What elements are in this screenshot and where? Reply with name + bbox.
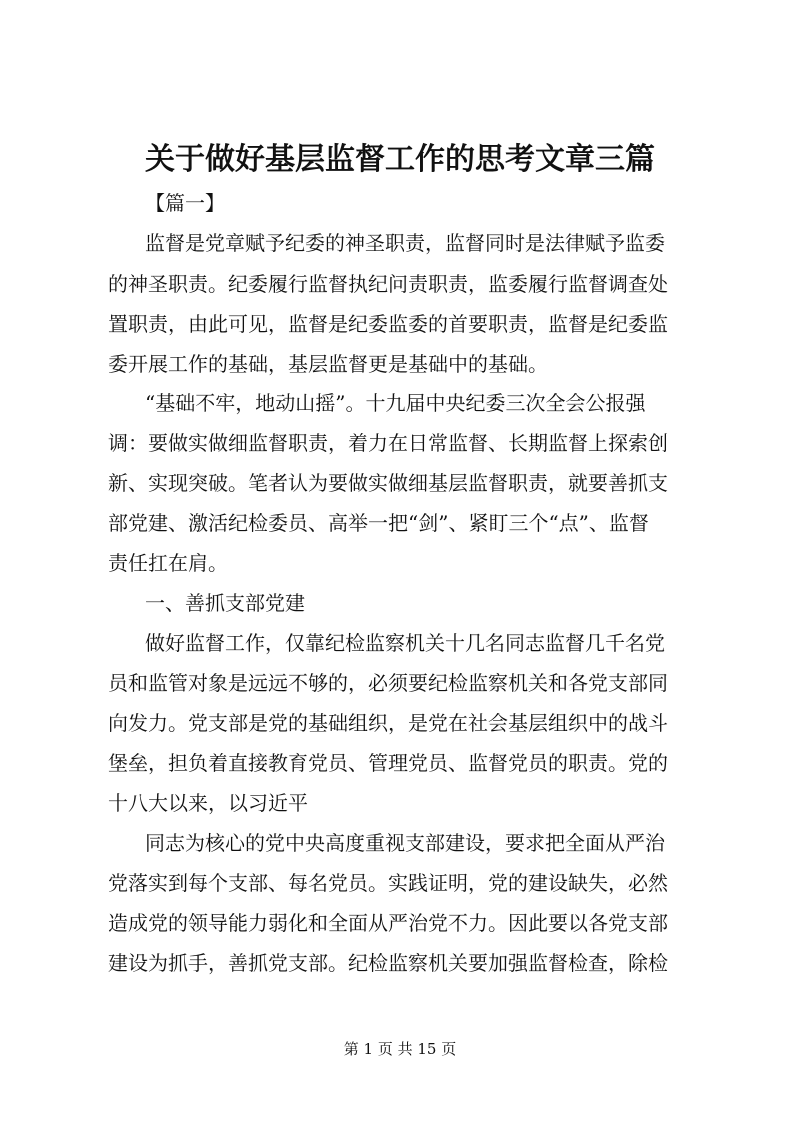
paragraph-line: 同志为核心的党中央高度重视支部建设，要求把全面从严治 [145, 831, 665, 855]
paragraph-line: 调：要做实做细监督职责，着力在日常监督、长期监督上探索创 [108, 431, 668, 455]
paragraph-line: 新、实现突破。笔者认为要做实做细基层监督职责，就要善抓支 [108, 471, 668, 495]
paragraph-line: 十八大以来，以习近平 [108, 791, 308, 815]
page-number-footer: 第 1 页 共 15 页 [343, 1040, 457, 1058]
paragraph-line: 党落实到每个支部、每名党员。实践证明，党的建设缺失，必然 [108, 871, 668, 895]
paragraph-line: 员和监管对象是远远不够的，必须要纪检监察机关和各党支部同 [108, 671, 668, 695]
document-title: 关于做好基层监督工作的思考文章三篇 [145, 142, 655, 177]
paragraph-line: 做好监督工作，仅靠纪检监察机关十几名同志监督几千名党 [145, 631, 665, 655]
paragraph-line: 部党建、激活纪检委员、高举一把“剑”、紧盯三个“点”、监督 [108, 511, 649, 535]
paragraph-line: 建设为抓手，善抓党支部。纪检监察机关要加强监督检查，除检 [108, 951, 668, 975]
paragraph-line: 造成党的领导能力弱化和全面从严治党不力。因此要以各党支部 [108, 911, 668, 935]
paragraph-line: 向发力。党支部是党的基础组织，是党在社会基层组织中的战斗 [108, 711, 668, 735]
section-heading: 一、善抓支部党建 [145, 591, 305, 615]
paragraph-line: 置职责，由此可见，监督是纪委监委的首要职责，监督是纪委监 [108, 312, 668, 336]
paragraph-line: 责任扛在肩。 [108, 551, 228, 575]
paragraph-line: 委开展工作的基础，基层监督更是基础中的基础。 [108, 352, 548, 376]
paragraph-line: 监督是党章赋予纪委的神圣职责，监督同时是法律赋予监委 [145, 231, 665, 255]
paragraph-line: “基础不牢，地动山摇”。十九届中央纪委三次全会公报强 [145, 391, 646, 415]
paragraph-line: 的神圣职责。纪委履行监督执纪问责职责，监委履行监督调查处 [108, 272, 668, 296]
paragraph-line: 堡垒，担负着直接教育党员、管理党员、监督党员的职责。党的 [108, 751, 668, 775]
section-tag: 【篇一】 [145, 191, 225, 215]
